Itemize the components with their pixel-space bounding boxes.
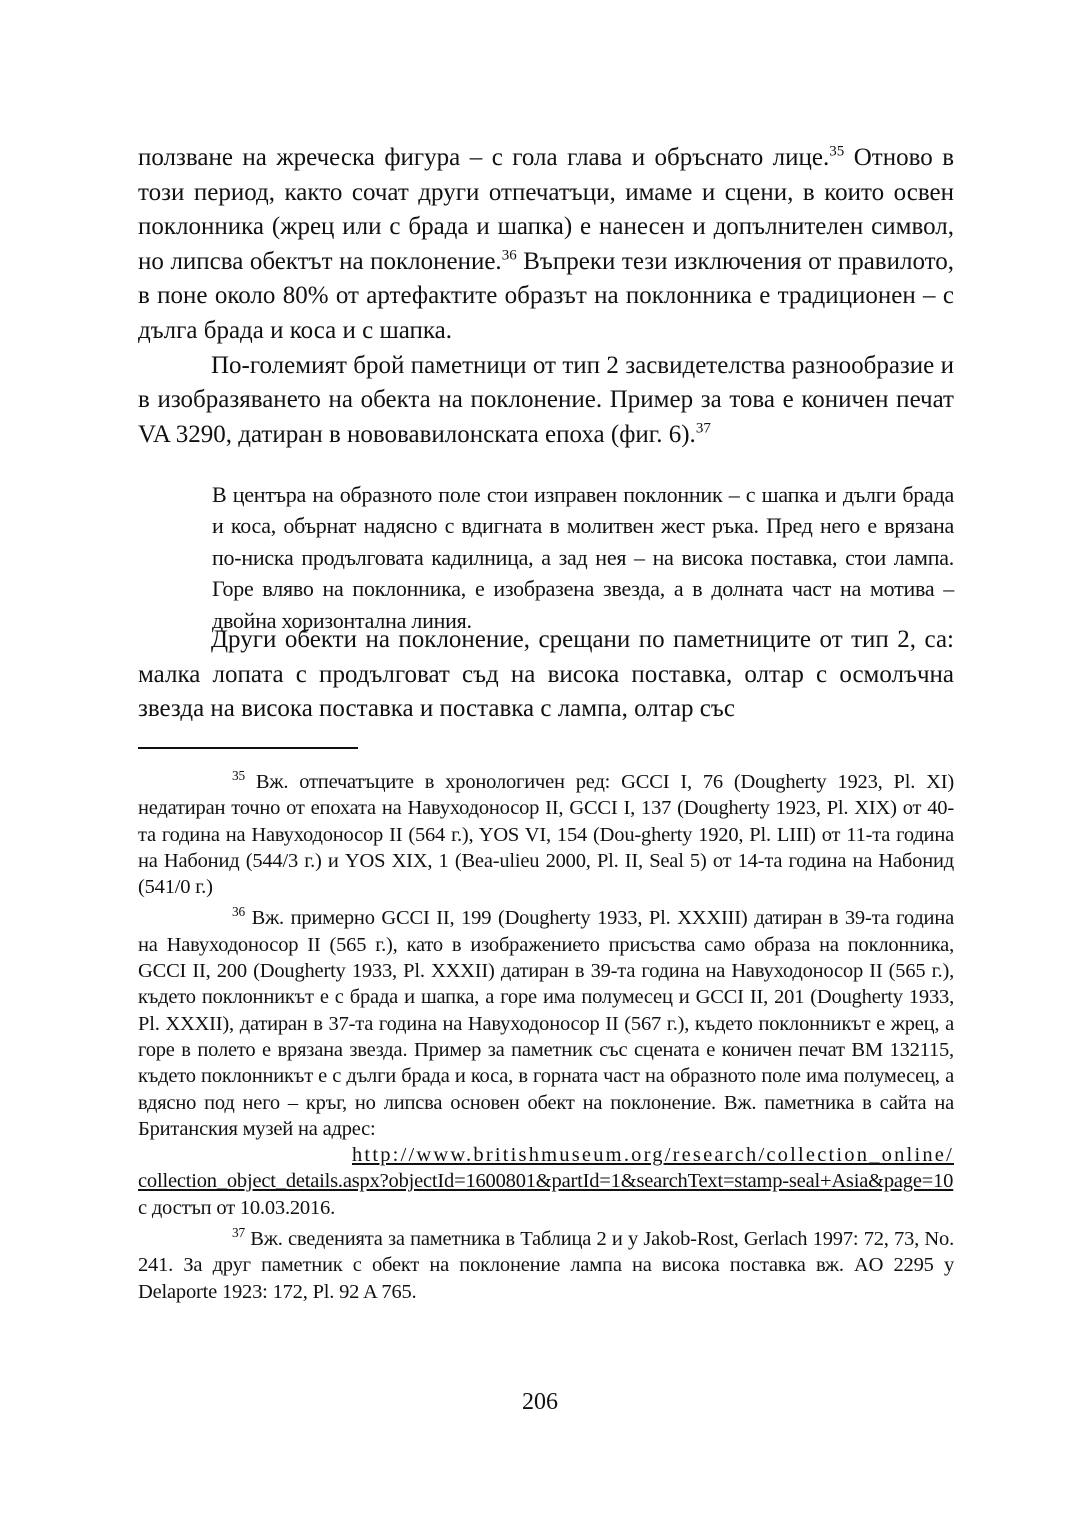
page-number: 206 [522,1389,558,1415]
footnote-ref-36[interactable]: 36 [501,247,517,264]
footnote-35: $^{35}$ Вж. отпечатъците в хронологичен ред: GCCI I, 76 (Dougherty 1923, Pl. XI) недатиран точно от епохата на Навуходоносор II, GCCI I, 137 (Dougherty 1923, Pl. XIX) от 40-та година на Навуходоносор II (564 г.), YOS VI, 154 (Dou-gherty 1920, Pl. LIII) от 11-та година на Набонид (544/3 г.) и YOS XIX, 1 (Bea-ulieu 2000, Pl. II, Seal 5) от 14-та година на Набонид (541/0 г.) [138,768,954,899]
footnote-ref-37[interactable]: 37 [695,420,711,437]
footnote-ref-35[interactable]: 35 [829,143,845,160]
paragraph-2: По-големият брой паметници от тип 2 засвидетелства разнообразие и в изобразяването на обекта на поклонение. Пример за това е коничен печат VA 3290, датиран в нововавилонската епоха (фиг. 6).$^{37}$ [138,351,954,448]
footnote-36: $^{36}$ Вж. примерно GCCI II, 199 (Dougherty 1933, Pl. XXXIII) датиран в 39-та година на Навуходоносор II (565 г.), като в изображението присъства само образа на поклонника, GCCI II, 200 (Dougherty 1933, Pl. XXXII) датиран в 39-та година на Навуходоносор II (565 г.), където поклонникът е с брада и шапка, а горе има полумесец и GCCI II, 201 (Dougherty 1933, Pl. XXXII), датиран в 37-та година на Навуходоносор II (567 г.), където поклонникът е жрец, а горе в полето е врязана звезда. Пример за паметник със сцената е коничен печат BM 132115, където поклонникът е с дълги брада и коса, в горната част на образното поле има полумесец, а вдясно под него – кръг, но липсва основен обект на поклонение. Вж. паметника в сайта на Британския музей на адрес: http://www.britishmuseum.org/research/collection_online/ collection_object_details.aspx?objectId=1600801&partId=1&searchText=stamp-seal+Asia&page=10 с достъп от 10.03.2016. [138,904,954,1219]
british-museum-link-part-2[interactable]: collection_object_details.aspx?objectId=1600801&partId=1&searchText=stamp-seal+Asia&page=10 [138,1170,954,1193]
paragraph-3: Други обекти на поклонение, срещани по паметниците от тип 2, са: малка лопата с продълговат съд на висока поставка, олтар с осмолъчна звезда на висока поставка и поставка с лампа, олтар със [138,626,954,723]
paragraph-1: ползване на жреческа фигура – с гола глава и обръснато лице.$^{35}$ Отново в този период, както сочат други отпечатъци, имаме и сцени, в които освен поклонника (жрец или с брада и шапка) е нанесен и допълнителен символ, но липсва обектът на поклонение.$^{36}$ Въпреки тези изключения от правилото, в поне около 80% от артефактите образът на поклонника е традиционен – с дълга брада и коса и с шапка. [138,143,954,344]
british-museum-link-part-1[interactable]: http://www.britishmuseum.org/research/collection_online/ [351,1144,954,1167]
footnotes [138,769,954,1310]
main-text-continued [138,623,954,727]
block-quote: В центъра на образното поле стои изправен поклонник – с шапка и дълги брада и коса, обърнат надясно с вдигната в молитвен жест ръка. Пред него е врязана по-ниска продълговата кадилница, а зад нея – на висока поставка, стои лампа. Горе вляво на поклонника, е изобразена звезда, а в долната част на мотива – двойна хоризонтална линия. [212,482,954,633]
footnote-37: $^{37}$ Вж. сведенията за паметника в Таблица 2 и у Jakob-Rost, Gerlach 1997: 72, 73, No. 241. За друг паметник с обект на поклонение лампа на висока поставка вж. AO 2295 у Delaporte 1923: 172, Pl. 92 A 765. [138,1225,954,1303]
main-text [138,141,954,452]
footnote-separator [138,747,358,749]
